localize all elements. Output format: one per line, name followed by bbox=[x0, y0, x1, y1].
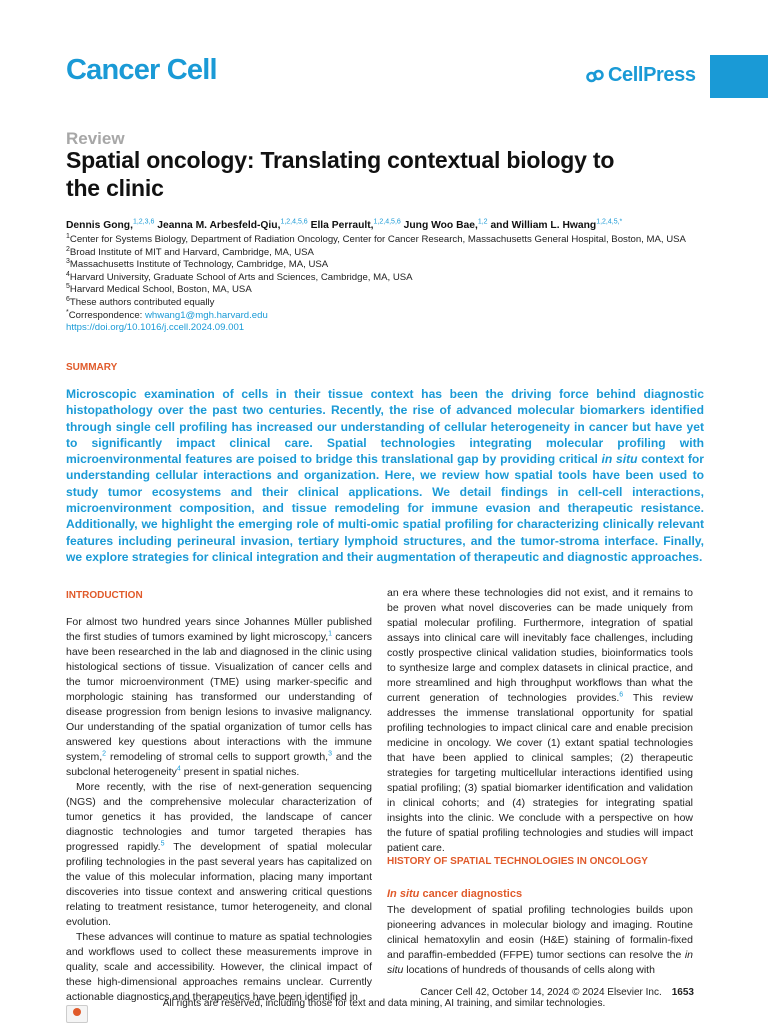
footer-rights: All rights are reserved, including those for text and data mining, AI training, and similar technologies. bbox=[162, 998, 606, 1009]
journal-name: Cancer Cell bbox=[66, 54, 217, 86]
body-column-right bbox=[387, 586, 693, 856]
author: and William L. Hwang bbox=[490, 220, 597, 231]
author: Ella Perrault, bbox=[310, 220, 374, 231]
author-affil-sup: 1,2,4,5,6 bbox=[373, 218, 401, 226]
reference-link[interactable]: 4 bbox=[176, 765, 181, 773]
article-title: Spatial oncology: Translating contextual biology to the clinic bbox=[66, 147, 615, 201]
body-column-left bbox=[66, 615, 372, 1005]
author: Dennis Gong, bbox=[66, 220, 133, 231]
author: Jeanna M. Arbesfeld-Qiu, bbox=[157, 220, 281, 231]
author: Jung Woo Bae, bbox=[403, 220, 478, 231]
correspondence: *Correspondence: whwang1@mgh.harvard.edu bbox=[66, 308, 268, 321]
publisher-name: CellPress bbox=[608, 64, 696, 86]
affiliation: $^2$Broad Institute of MIT and Harvard, Cambridge, MA, USA bbox=[66, 245, 314, 258]
section-tab bbox=[710, 55, 768, 98]
paragraph: More recently, with the rise of next-generation sequencing (NGS) and the comprehensive molecular characterization of tumor genetics it has provided, the landscape of cancer diagnostic technologies and tumor targeted therapies has progressed rapidly.$^5$ The development of spatial molecular profiling technologies in the past several years has capitalized on the value of this molecular information, placing many important discoveries into tissue context and answering critical questions relating to treatment resistance, tumor heterogeneity, and clonal evolution. bbox=[66, 781, 372, 928]
affiliation: $^4$Harvard University, Graduate School of Arts and Sciences, Cambridge, MA, USA bbox=[66, 270, 413, 283]
author-affil-sup: 1,2,4,5,6 bbox=[280, 218, 308, 226]
doi-link[interactable]: https://doi.org/10.1016/j.ccell.2024.09.001 bbox=[66, 322, 245, 334]
page-number: 1653 bbox=[671, 987, 694, 998]
paragraph: For almost two hundred years since Johannes Müller published the first studies of tumors examined by light microscopy,$^1$ cancers have been researched in the lab and diagnosed in the clinic using histological sections of tissue. Visualization of cancer cells and the tumor microenvironment (TME) using marker-specific and morphologic staining has transformed our understanding of disease progression from benign lesions to invasive malignancy. Our understanding of the spatial organization of tumor cells has answered key questions about interactions with the immune system,$^2$ remodeling of stromal cells to support growth,$^3$ and the subclonal heterogeneity$^4$ present in spatial niches. bbox=[66, 616, 373, 778]
affiliation: $^1$Center for Systems Biology, Department of Radiation Oncology, Center for Cancer Research, Massachusetts General Hospital, Boston, MA, USA bbox=[66, 232, 686, 245]
subsection-heading: In situ cancer diagnostics bbox=[387, 888, 523, 900]
reference-link[interactable]: 2 bbox=[102, 750, 107, 758]
author-list bbox=[66, 219, 716, 232]
affiliations bbox=[66, 234, 706, 335]
publisher-logo bbox=[586, 64, 696, 87]
history-paragraph bbox=[387, 903, 693, 978]
paragraph: These advances will continue to mature as spatial technologies and workflows used to collect these measurements improve in quality, scale and accessibility. However, the clinical impact of these high-dimensional approaches remains unclear. Currently actionable diagnostics and therapeutics have been identified in bbox=[66, 931, 372, 1003]
paragraph: The development of spatial profiling technologies builds upon pioneering advances in molecular biology and imaging. Routine clinical hematoxylin and eosin (H&E) staining of formalin-fixed and paraffin-embedded (FFPE) tumor sections can resolve the in situ locations of hundreds of thousands of cells along with bbox=[387, 904, 693, 976]
summary-text: Microscopic examination of cells in their tissue context has been the driving force behind diagnostic histopathology over the past two centuries. Recently, the rise of advanced molecular biomarkers identified through single cell profiling has increased our understanding of cellular heterogeneity in cancer but have yet to significantly impact clinical care. Spatial technologies integrating molecular profiling with microenvironmental features are poised to bridge this translational gap by providing critical in situ context for understanding cellular interactions and organization. Here, we review how spatial tools have been used to study tumor ecosystems and their clinical applications. We detail findings in cell-cell interactions, microenvironment composition, and tissue remodeling for immune evasion and therapeutic resistance. Additionally, we highlight the emerging role of multi-omic spatial profiling for characterizing clinically relevant features including perineural invasion, tertiary lymphoid structures, and the tumor-stroma interface. Finally, we explore strategies for clinical integration and their augmentation of therapeutic and diagnostic approaches. bbox=[66, 387, 705, 564]
affiliation: $^5$Harvard Medical School, Boston, MA, USA bbox=[66, 283, 252, 296]
reference-link[interactable]: 5 bbox=[160, 840, 165, 848]
summary-heading: SUMMARY bbox=[66, 362, 118, 373]
affiliation: $^3$Massachusetts Institute of Technology, Cambridge, MA, USA bbox=[66, 258, 329, 271]
cellpress-link-icon bbox=[586, 67, 604, 85]
correspondence-email-link[interactable]: whwang1@mgh.harvard.edu bbox=[145, 309, 268, 321]
reference-link[interactable]: 3 bbox=[328, 750, 332, 758]
author-affil-sup: 1,2 bbox=[477, 218, 488, 226]
history-heading: HISTORY OF SPATIAL TECHNOLOGIES IN ONCOLOGY bbox=[387, 856, 648, 867]
reference-link[interactable]: 1 bbox=[328, 630, 333, 638]
affiliation: $^6$These authors contributed equally bbox=[66, 295, 215, 308]
reference-link[interactable]: 6 bbox=[619, 691, 624, 699]
paragraph: an era where these technologies did not exist, and it remains to be proven what novel discoveries can be made uniquely from spatial molecular profiling. Furthermore, integration of spatial assays into clinical care will inevitably face challenges, including costly prospective clinical validation studies, bioinformatics tools to synthesize large and complex datasets in clinical practice, and more streamlined and high throughput workflows than what the current generation of technologies provides.$^6$ This review addresses the immense translational opportunity for spatial profiling technologies to impact clinical care and enable precision medicine in oncology. We cover (1) extant spatial technologies that have been applied to clinical samples; (2) therapeutic strategies for targeting multicellular interactions identified using spatial profiling; (3) spatial biomarker identification and validation in clinical cohorts; and (4) strategies for integrating spatial insights into the clinic. We conclude with a perspective on how the future of spatial profiling technologies and studies will impact patient care. bbox=[387, 587, 693, 854]
article-type: Review bbox=[66, 129, 125, 148]
footer-citation: Cancer Cell 42, October 14, 2024 © 2024 Elsevier Inc. 1653 bbox=[420, 987, 694, 998]
author-affil-sup: 1,2,3,6 bbox=[132, 218, 155, 226]
author-affil-sup: 1,2,4,5,* bbox=[596, 218, 623, 226]
introduction-heading: INTRODUCTION bbox=[66, 590, 143, 601]
